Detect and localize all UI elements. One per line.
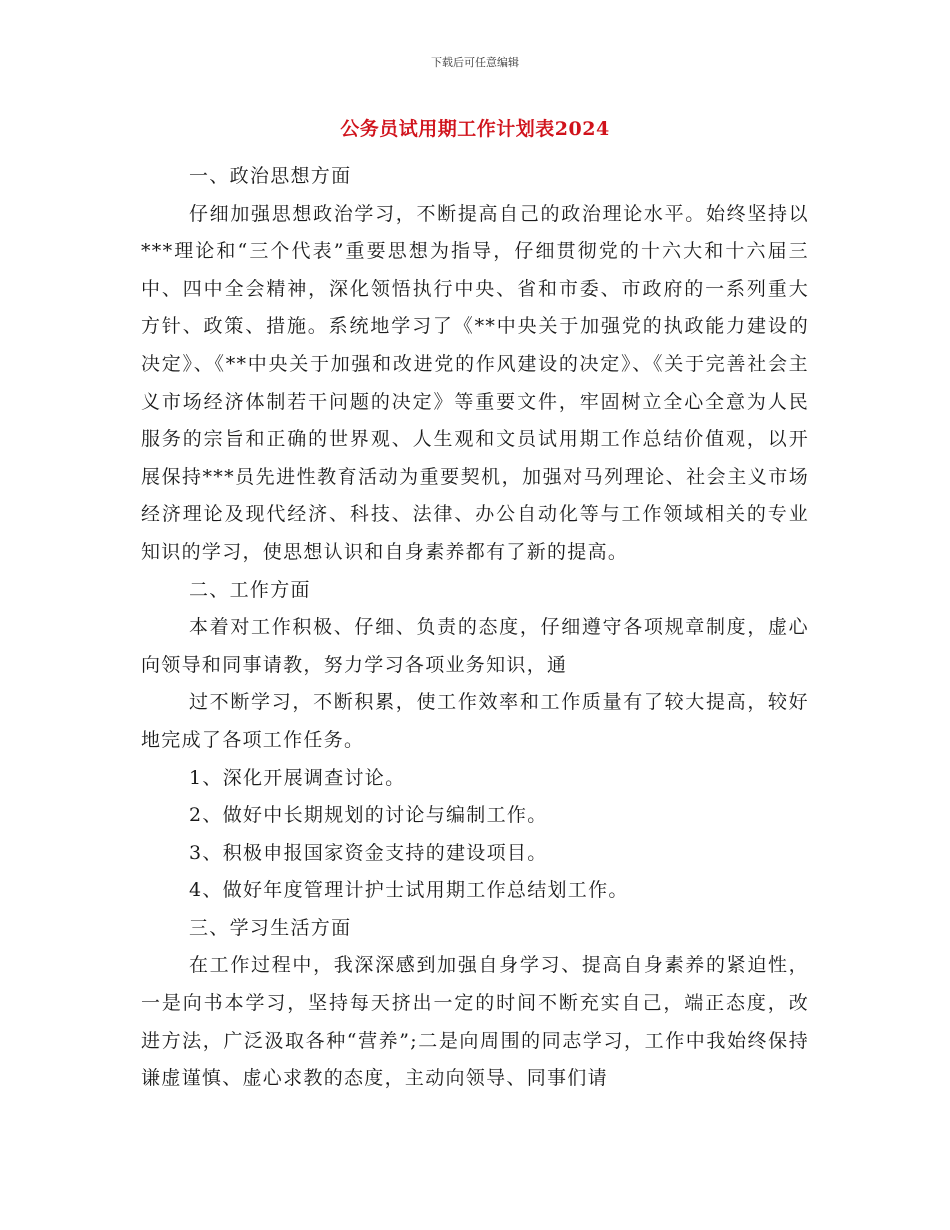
list-item-2: 2、做好中长期规划的讨论与编制工作。 — [189, 804, 548, 827]
paragraph-politics: 仔细加强思想政治学习，不断提高自己的政治理论水平。始终坚持以***理论和“三个代表”重要思想为指导，仔细贯彻党的十六大和十六届三中、四中全会精神，深化领悟执行中央、省和市委、市政府的一系列重大方针、政策、措施。系统地学习了《**中央关于加强党的执政能力建设的决定》、《**中央关于加强和改进党的作风建设的决定》、《关于完善社会主义市场经济体制若干问题的决定》等重要文件，牢固树立全心全意为人民服务的宗旨和正确的世界观、人生观和文员试用期工作总结价值观，以开展保持***员先进性教育活动为重要契机，加强对马列理论、社会主义市场经济理论及现代经济、科技、法律、办公自动化等与工作领域相关的专业知识的学习，使思想认识和自身素养都有了新的提高。 — [141, 202, 809, 563]
list-item-4: 4、做好年度管理计护士试用期工作总结划工作。 — [189, 879, 629, 902]
list-item-1: 1、深化开展调查讨论。 — [189, 766, 406, 789]
section-heading-politics: 一、政治思想方面 — [189, 165, 352, 187]
header-note: 下载后可任意编辑 — [431, 56, 519, 69]
section-heading-work: 二、工作方面 — [189, 578, 311, 601]
paragraph-work-1: 本着对工作积极、仔细、负责的态度，仔细遵守各项规章制度，虚心向领导和同事请教，努力学习各项业务知识，通 — [141, 616, 809, 676]
section-heading-study: 三、学习生活方面 — [189, 916, 352, 939]
list-item-3: 3、积极申报国家资金支持的建设项目。 — [189, 841, 548, 864]
paragraph-work-2: 过不断学习，不断积累，使工作效率和工作质量有了较大提高，较好地完成了各项工作任务。 — [141, 691, 809, 751]
paragraph-study: 在工作过程中，我深深感到加强自身学习、提高自身素养的紧迫性，一是向书本学习，坚持每天挤出一定的时间不断充实自己，端正态度，改进方法，广泛汲取各种“营养”;二是向周围的同志学习，工作中我始终保持谦虚谨慎、虚心求教的态度，主动向领导、同事们请 — [141, 954, 809, 1090]
document-title: 公务员试用期工作计划表2024 — [340, 118, 610, 140]
document-body — [141, 158, 809, 1098]
